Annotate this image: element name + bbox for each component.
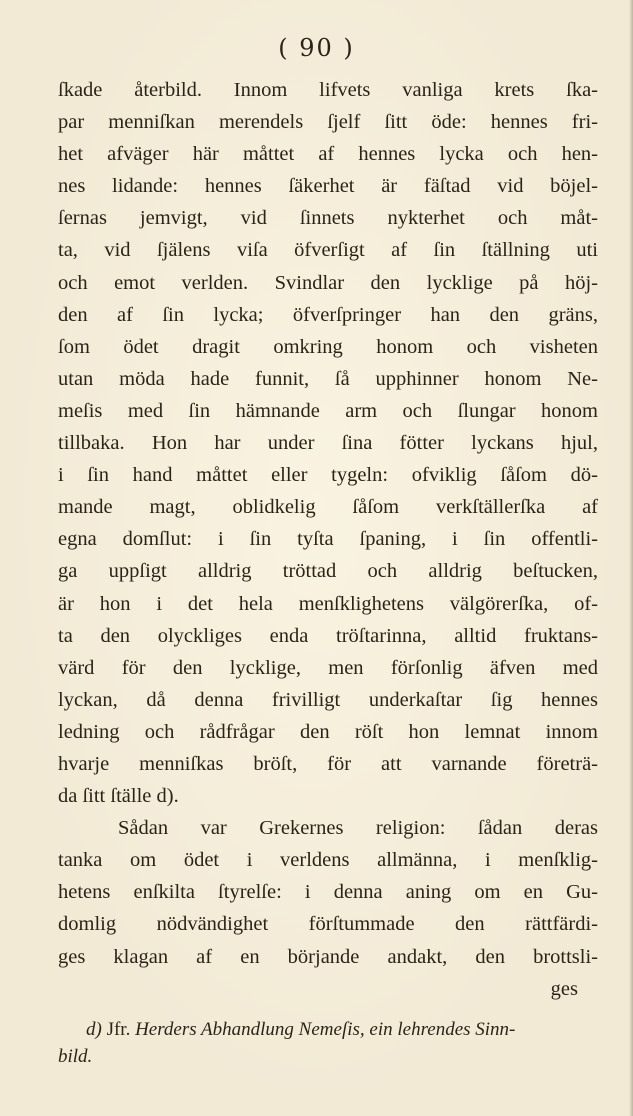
- text-line: ges klagan af en börjande andakt, den brottsli-: [58, 945, 598, 968]
- text-line: och emot verlden. Svindlar den lycklige på höj-: [58, 271, 598, 294]
- text-line: ta, vid ſjälens viſa öfverſigt af ſin ſtällning uti: [58, 239, 598, 262]
- text-line: hetens enſkilta ſtyrelſe: i denna aning om en Gu-: [58, 881, 598, 904]
- text-line: da ſitt ſtälle d).: [58, 785, 179, 808]
- text-line: ſkade återbild. Innom lifvets vanliga krets ſka-: [58, 79, 598, 101]
- text-line: ga uppſigt alldrig tröttad och alldrig beſtucken,: [58, 560, 598, 583]
- footnote-line-continued: bild.: [58, 1046, 93, 1067]
- text-line: ſom ödet dragit omkring honom och visheten: [58, 335, 598, 358]
- text-line: ſernas jemvigt, vid ſinnets nykterhet och måt-: [58, 207, 598, 230]
- catchword: ges: [550, 977, 578, 1000]
- text-line: mande magt, oblidkelig ſåſom verkſtällerſka af: [58, 496, 598, 519]
- text-line: den af ſin lycka; öfverſpringer han den gräns,: [58, 303, 598, 326]
- body-text: [58, 74, 598, 1005]
- footnote: [58, 1016, 598, 1070]
- footnote-text: Herders Abhandlung Nemeſis, ein lehrendes Sinn-: [135, 1019, 516, 1040]
- text-line: lyckan, då denna frivilligt underkaſtar ſig hennes: [58, 688, 598, 711]
- footnote-line: [58, 1016, 598, 1043]
- text-line: är hon i det hela menſklighetens välgörerſka, of-: [58, 592, 598, 615]
- text-line: egna domſlut: i ſin tyſta ſpaning, i ſin offentli-: [58, 528, 598, 551]
- footnote-prefix: Jfr.: [106, 1019, 131, 1040]
- footnote-marker: d): [86, 1019, 102, 1040]
- text-line: meſis med ſin hämnande arm och ſlungar honom: [58, 399, 598, 422]
- text-line: ta den olyckliges enda tröſtarinna, alltid fruktans-: [58, 624, 598, 647]
- page-edge-shadow: [629, 0, 633, 1116]
- text-line: i ſin hand måttet eller tygeln: ofviklig ſåſom dö-: [58, 464, 598, 487]
- page-number: ( 90 ): [278, 34, 355, 62]
- text-line: domlig nödvändighet förſtummade den rättfärdi-: [58, 913, 598, 936]
- text-line: värd för den lycklige, men förſonlig äfven med: [58, 656, 598, 679]
- text-line: tanka om ödet i verldens allmänna, i menſklig-: [58, 849, 598, 872]
- text-line: ledning och rådfrågar den röſt hon lemnat innom: [58, 720, 598, 743]
- text-line: nes lidande: hennes ſäkerhet är fäſtad vid böjel-: [58, 175, 598, 198]
- text-line: utan möda hade funnit, ſå upphinner honom Ne-: [58, 367, 598, 390]
- text-line: par menniſkan merendels ſjelf ſitt öde: hennes fri-: [58, 111, 598, 134]
- text-line: hvarje menniſkas bröſt, för att varnande företrä-: [58, 752, 598, 775]
- paragraph-start-line: Sådan var Grekernes religion: ſådan deras: [118, 817, 598, 840]
- text-line: het afväger här måttet af hennes lycka och hen-: [58, 143, 598, 166]
- text-line: tillbaka. Hon har under ſina fötter lyckans hjul,: [58, 432, 598, 455]
